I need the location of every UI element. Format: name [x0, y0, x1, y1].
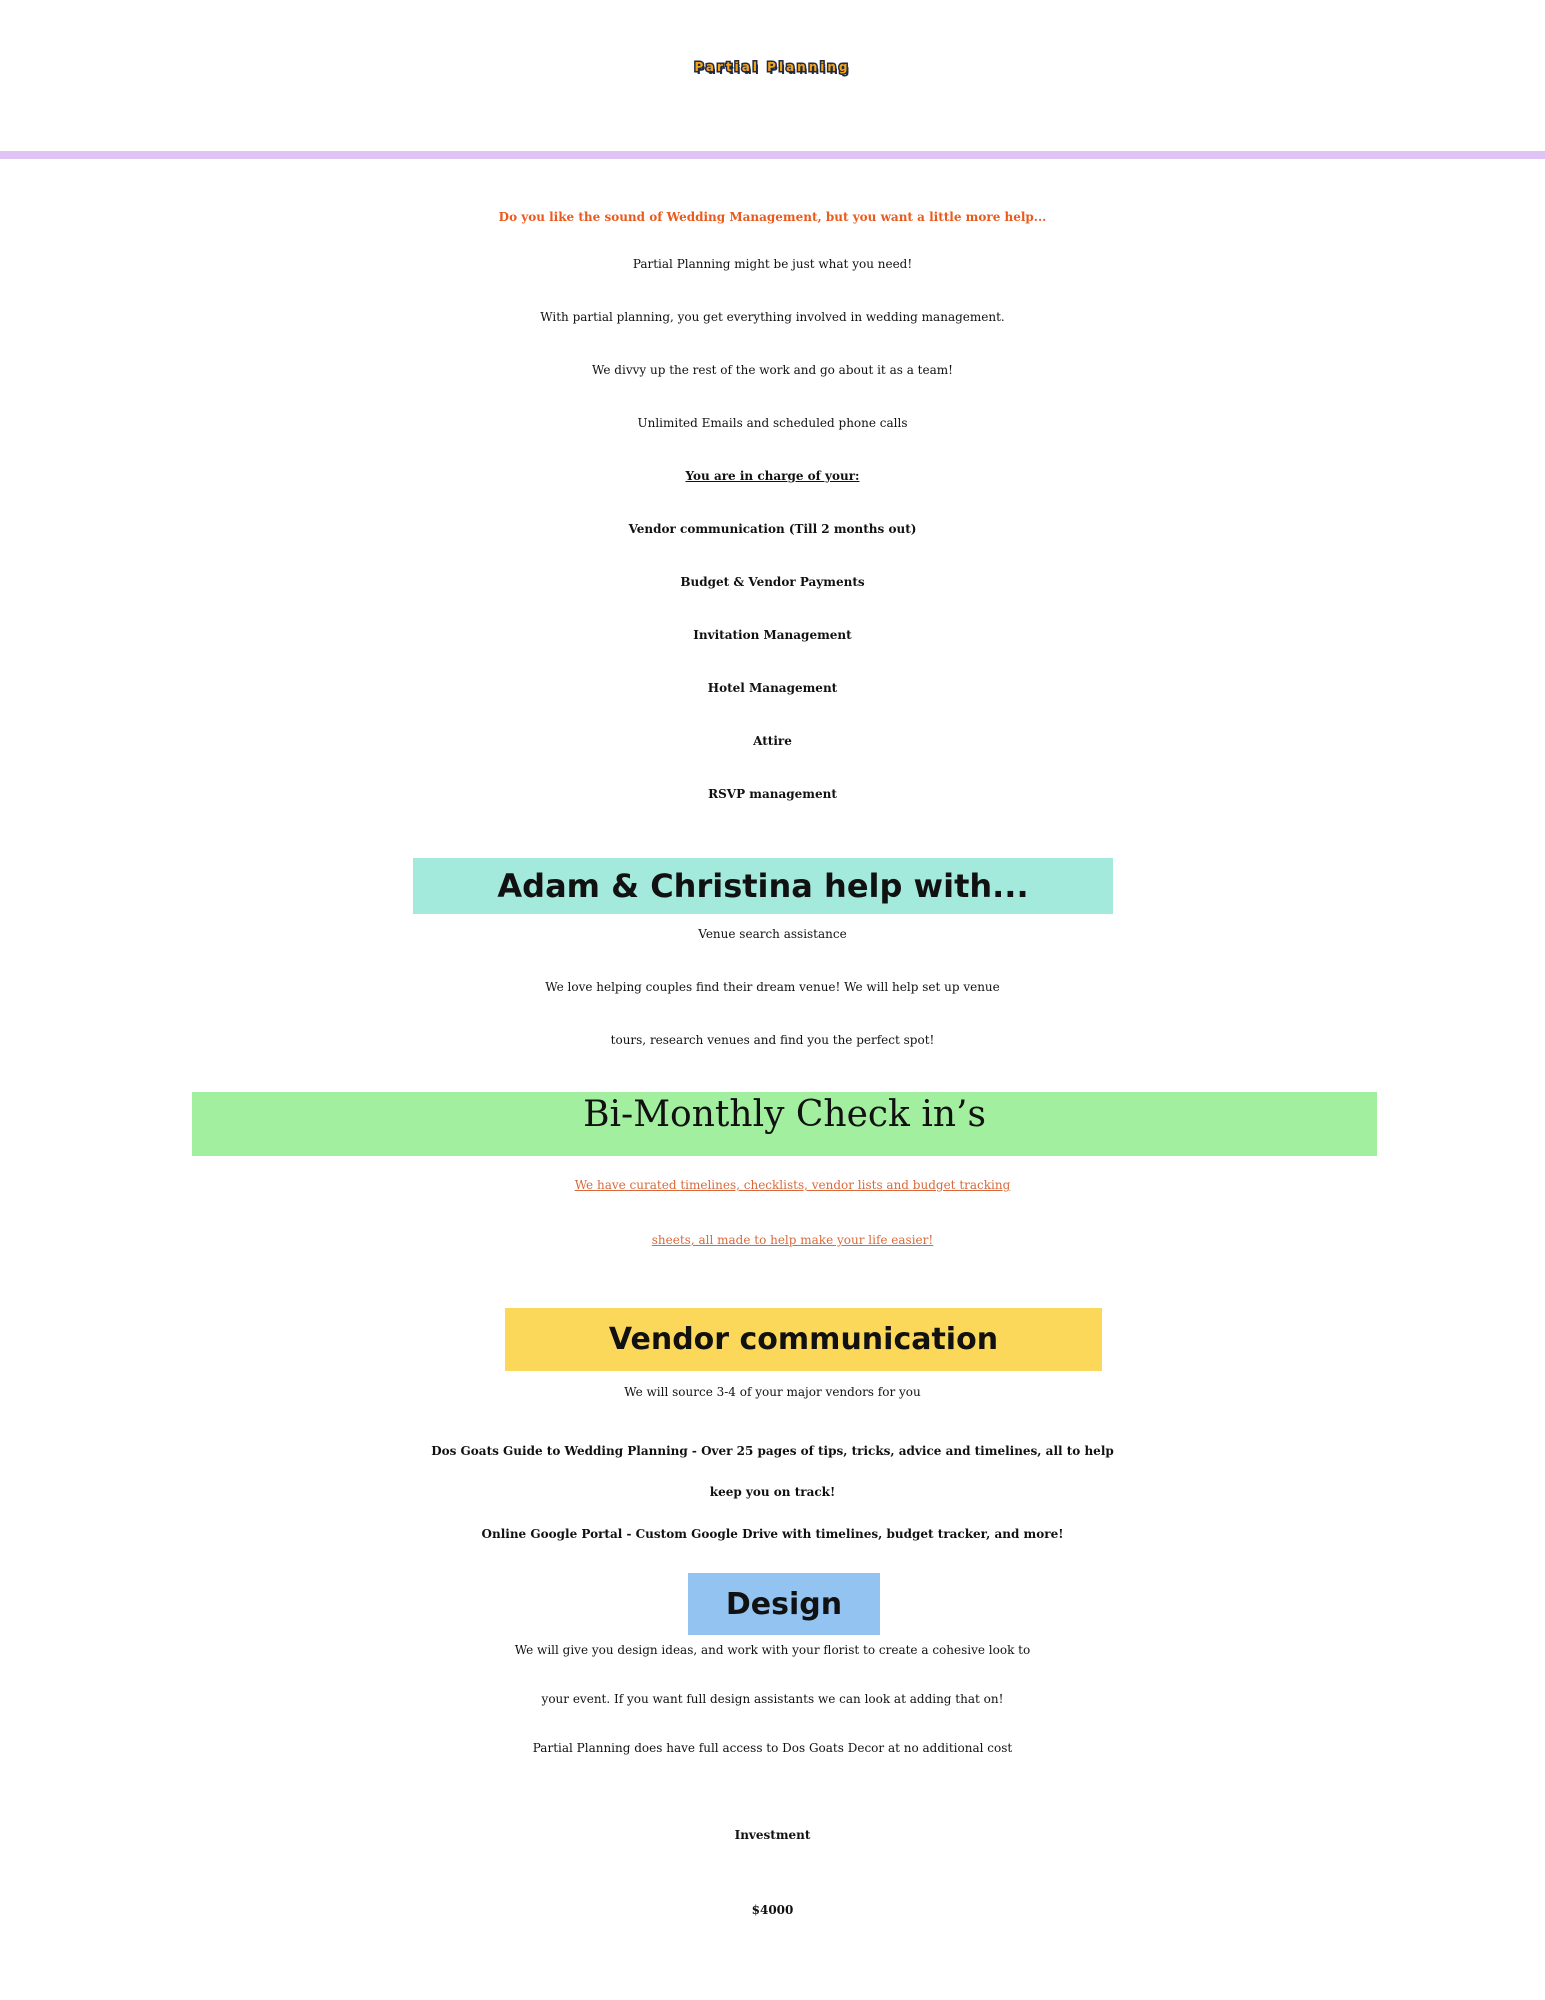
intro-line: With partial planning, you get everything involved in wedding management.	[540, 310, 1005, 324]
guide-line: keep you on track!	[709, 1485, 836, 1499]
checkins-band: Bi-Monthly Check in’s	[192, 1092, 1377, 1156]
design-line: your event. If you want full design assistants we can look at adding that on!	[541, 1692, 1004, 1706]
client-section-heading: You are in charge of your:	[685, 469, 860, 483]
client-item: Invitation Management	[693, 628, 852, 642]
client-item: Hotel Management	[707, 681, 838, 695]
guide-line: Dos Goats Guide to Wedding Planning - Over 25 pages of tips, tricks, advice and timelines, all to help	[431, 1444, 1114, 1458]
design-line: Partial Planning does have full access to Dos Goats Decor at no additional cost	[532, 1741, 1013, 1755]
venue-description-line: tours, research venues and find you the perfect spot!	[610, 1033, 935, 1047]
intro-question: Do you like the sound of Wedding Management, but you want a little more help...	[498, 210, 1047, 224]
vendor-source-line: We will source 3-4 of your major vendors for you	[624, 1385, 921, 1399]
design-line: We will give you design ideas, and work with your florist to create a cohesive look to	[514, 1643, 1031, 1657]
page-title: Partial Planning	[694, 60, 851, 74]
title-divider	[0, 151, 1545, 159]
design-section-heading: Design	[688, 1573, 880, 1635]
client-item: RSVP management	[708, 787, 837, 801]
curated-resources-link[interactable]: We have curated timelines, checklists, vendor lists and budget tracking	[574, 1178, 1011, 1192]
help-section-heading: Adam & Christina help with...	[413, 858, 1113, 914]
venue-description-line: We love helping couples find their dream venue! We will help set up venue	[545, 980, 1000, 994]
intro-line: Partial Planning might be just what you need!	[632, 257, 913, 271]
portal-line: Online Google Portal - Custom Google Drive with timelines, budget tracker, and more!	[481, 1527, 1064, 1541]
client-item: Budget & Vendor Payments	[680, 575, 865, 589]
vendor-section-heading: Vendor communication	[505, 1308, 1102, 1371]
client-item: Attire	[753, 734, 792, 748]
intro-line: Unlimited Emails and scheduled phone calls	[637, 416, 908, 430]
client-item: Vendor communication (Till 2 months out)	[628, 522, 917, 536]
investment-price: $4000	[751, 1903, 794, 1917]
venue-search-title: Venue search assistance	[698, 927, 847, 941]
intro-line: We divvy up the rest of the work and go about it as a team!	[592, 363, 953, 377]
curated-resources-link[interactable]: sheets, all made to help make your life easier!	[651, 1233, 934, 1247]
investment-label: Investment	[734, 1828, 811, 1842]
